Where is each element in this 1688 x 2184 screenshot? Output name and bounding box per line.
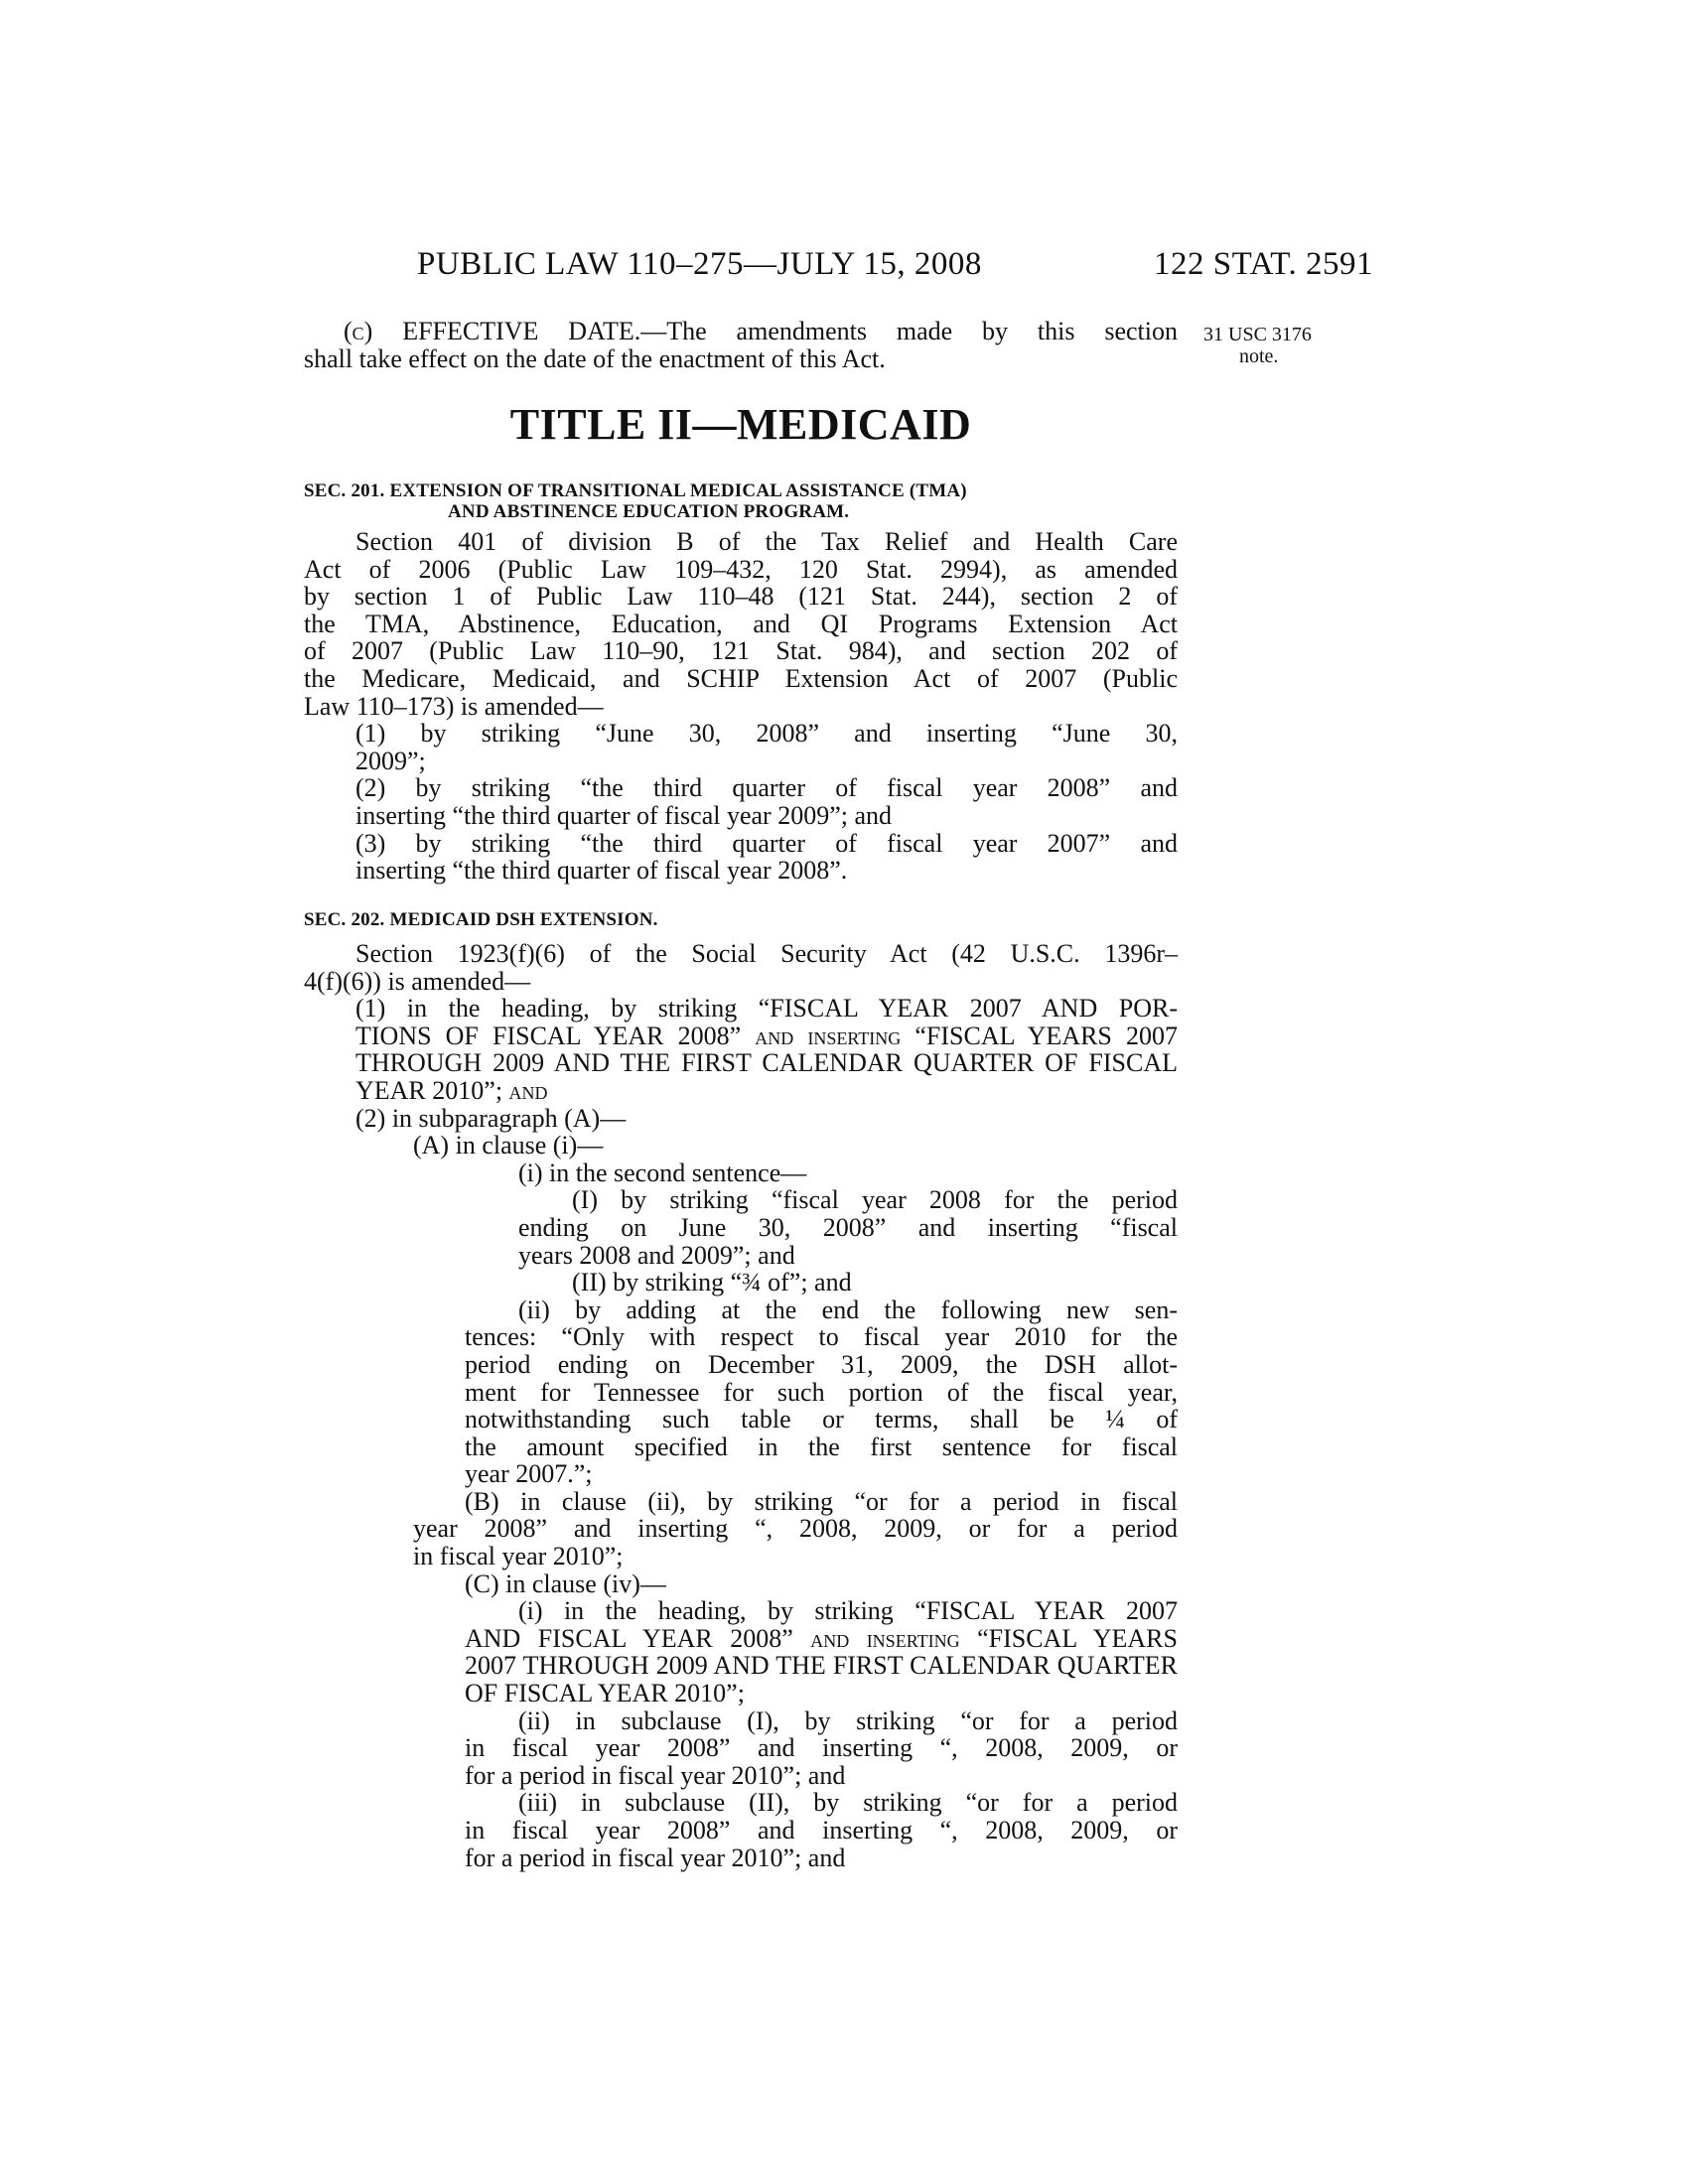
- margin-note: 31 USC 3176 note.: [1203, 324, 1312, 367]
- section-202: [304, 909, 1178, 1871]
- clause-C-i: (i) in the heading, by striking “FISCAL YEAR 2007 AND FISCAL YEAR 2008” and inserting “FISCAL YEARS 2007 THROUGH 2009 AND THE FIRST CALENDAR QUARTER OF FISCAL YEAR 2010”;: [465, 1596, 1178, 1708]
- subparagraph-B: (B) in clause (ii), by striking “or for a period in fiscal year 2008” and inserting “, 2008, 2009, or for a period in fiscal year 2010”;: [413, 1486, 1178, 1571]
- paragraph-1: (1) in the heading, by striking “FISCAL YEAR 2007 AND POR- TIONS OF FISCAL YEAR 2008” and inserting “FISCAL YEARS 2007 THROUGH 2009 AND THE FIRST CALENDAR QUARTER OF FISCAL YEAR 2010”; and: [355, 994, 1178, 1105]
- paragraph-2: (2) in subparagraph (A)—: [355, 1103, 627, 1133]
- stat-page-number: 122 STAT. 2591: [1154, 246, 1374, 282]
- effective-date-paragraph: (c) EFFECTIVE DATE.—The amendments made by this section shall take effect on the date of the enactment of this Act.: [304, 317, 1178, 373]
- section-201-item-2: (2) by striking “the third quarter of fiscal year 2008” and inserting “the third quarter of fiscal year 2009”; and: [355, 773, 1178, 830]
- section-201-intro: Section 401 of division B of the Tax Relief and Health Care Act of 2006 (Public Law 109–432, 120 Stat. 2994), as amended by section 1 of Public Law 110–48 (121 Stat. 244), section 2 of the TMA, Abstinence, Education, and QI Programs Extension Act of 2007 (Public Law 110–90, 121 Stat. 984), and section 202 of the Medicare, Medicaid, and SCHIP Extension Act of 2007 (Public Law 110–173) is amended—: [304, 527, 1178, 721]
- subparagraph-C: (C) in clause (iv)—: [465, 1569, 666, 1598]
- clause-A-i: (i) in the second sentence—: [518, 1158, 807, 1187]
- section-202-intro: Section 1923(f)(6) of the Social Security Act (42 U.S.C. 1396r– 4(f)(6)) is amended—: [304, 939, 1178, 996]
- section-201-item-3: (3) by striking “the third quarter of fiscal year 2007” and inserting “the third quarter of fiscal year 2008”.: [355, 828, 1178, 886]
- subclause-A-i-II: (II) by striking “¾ of”; and: [572, 1268, 852, 1297]
- title-heading: TITLE II—MEDICAID: [509, 400, 972, 449]
- clause-A-ii: (ii) by adding at the end the following new sen- tences: “Only with respect to fiscal year 2010 for the period ending on December 31, 2009, the DSH allot- ment for Tennessee for such portion of the fiscal year, notwithstanding such table or terms, shall be ¼ of the amount specified in the first sentence for fiscal year 2007.”;: [465, 1295, 1178, 1489]
- section-201-heading: SEC. 201. EXTENSION OF TRANSITIONAL MEDICAL ASSISTANCE (TMA) AND ABSTINENCE EDUCATION PROGRAM.: [304, 480, 967, 522]
- effective-date-label: (c) EFFECTIVE DATE.—: [344, 317, 667, 345]
- clause-C-ii: (ii) in subclause (I), by striking “or for a period in fiscal year 2008” and inserting “, 2008, 2009, or for a period in fiscal year 2010”; and: [465, 1706, 1178, 1790]
- section-201-item-1: (1) by striking “June 30, 2008” and inserting “June 30, 2009”;: [355, 719, 1178, 775]
- clause-C-iii: (iii) in subclause (II), by striking “or for a period in fiscal year 2008” and inserting “, 2008, 2009, or for a period in fiscal year 2010”; and: [465, 1788, 1178, 1872]
- section-202-heading: SEC. 202. MEDICAID DSH EXTENSION.: [304, 909, 658, 930]
- subparagraph-A: (A) in clause (i)—: [413, 1131, 604, 1160]
- subclause-A-i-I: (I) by striking “fiscal year 2008 for the period ending on June 30, 2008” and inserting “fiscal years 2008 and 2009”; and: [518, 1185, 1178, 1270]
- running-head: PUBLIC LAW 110–275—JULY 15, 2008: [417, 246, 982, 282]
- section-201: [304, 480, 1178, 885]
